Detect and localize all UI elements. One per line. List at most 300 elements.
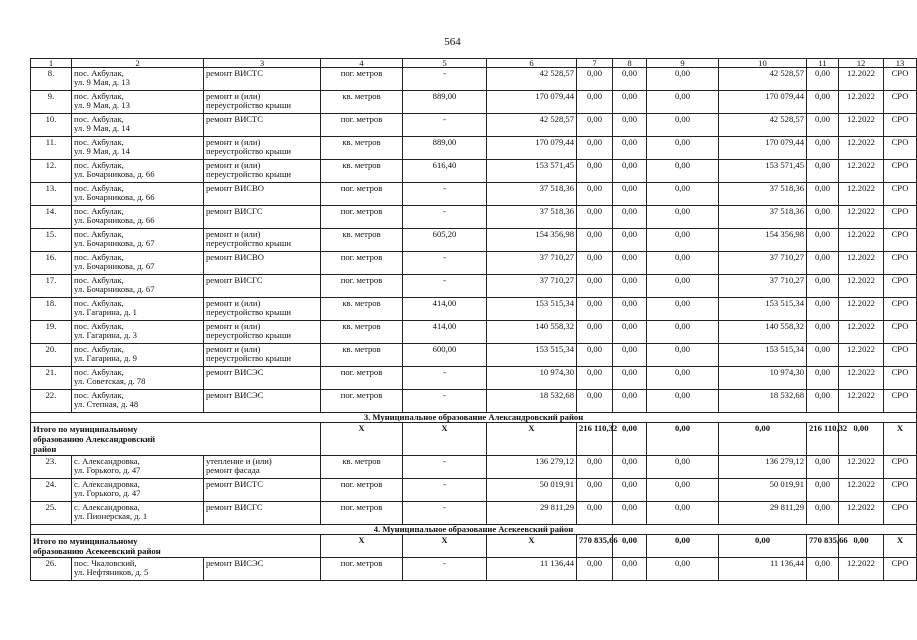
total-cell-deadline: X: [884, 423, 917, 456]
cell-address: пос. Акбулак, ул. 9 Мая, д. 14: [72, 137, 204, 160]
table-row: [31, 229, 917, 252]
cell-fund-regional: 0,00: [613, 275, 647, 298]
cell-total-cost: 29 811,29: [487, 502, 577, 525]
cell-quantity: 414,00: [403, 321, 487, 344]
cell-work-type: ремонт ВИСГС: [204, 502, 321, 525]
total-cell-fund-regional: 0,00: [647, 535, 719, 558]
cell-fund-local: 0,00: [647, 137, 719, 160]
cell-work-type: ремонт и (или) переустройство крыши: [204, 137, 321, 160]
cell-quantity: -: [403, 68, 487, 91]
cell-method: СРО: [884, 252, 917, 275]
cell-total-cost: 154 356,98: [487, 229, 577, 252]
cell-deadline: 12.2022: [839, 229, 884, 252]
cell-fund-owners: 42 528,57: [719, 68, 807, 91]
cell-num: 22.: [31, 390, 72, 413]
cell-fund-owners: 136 279,12: [719, 456, 807, 479]
table-row: [31, 275, 917, 298]
cell-fund-local: 0,00: [647, 114, 719, 137]
cell-fund-owners: 37 710,27: [719, 275, 807, 298]
cell-address: с. Александровка, ул. Горького, д. 47: [72, 456, 204, 479]
cell-quantity: -: [403, 558, 487, 581]
cell-total-cost: 11 136,44: [487, 558, 577, 581]
cell-fund-regional: 0,00: [613, 479, 647, 502]
cell-method: СРО: [884, 183, 917, 206]
cell-fund-other: 0,00: [807, 229, 839, 252]
cell-total-cost: 37 710,27: [487, 275, 577, 298]
table-row: [31, 390, 917, 413]
cell-address: с. Александровка, ул. Пионерская, д. 1: [72, 502, 204, 525]
cell-unit: пог. метров: [321, 558, 403, 581]
cell-fund-federal: 0,00: [577, 275, 613, 298]
cell-quantity: -: [403, 367, 487, 390]
cell-fund-other: 0,00: [807, 91, 839, 114]
total-label: Итого по муниципальному образованию Александровский район: [31, 423, 321, 456]
cell-total-cost: 50 019,91: [487, 479, 577, 502]
cell-deadline: 12.2022: [839, 206, 884, 229]
cell-deadline: 12.2022: [839, 298, 884, 321]
cell-quantity: 414,00: [403, 298, 487, 321]
cell-deadline: 12.2022: [839, 160, 884, 183]
cell-work-type: ремонт ВИСТС: [204, 114, 321, 137]
total-cell-unit: X: [403, 423, 487, 456]
cell-fund-other: 0,00: [807, 390, 839, 413]
cell-total-cost: 42 528,57: [487, 68, 577, 91]
cell-unit: пог. метров: [321, 114, 403, 137]
cell-work-type: ремонт и (или) переустройство крыши: [204, 160, 321, 183]
cell-num: 10.: [31, 114, 72, 137]
cell-quantity: -: [403, 275, 487, 298]
cell-fund-federal: 0,00: [577, 206, 613, 229]
cell-work-type: ремонт и (или) переустройство крыши: [204, 298, 321, 321]
cell-unit: пог. метров: [321, 275, 403, 298]
cell-fund-regional: 0,00: [613, 229, 647, 252]
cell-fund-regional: 0,00: [613, 558, 647, 581]
cell-total-cost: 18 532,68: [487, 390, 577, 413]
cell-fund-other: 0,00: [807, 114, 839, 137]
cell-unit: пог. метров: [321, 252, 403, 275]
cell-deadline: 12.2022: [839, 275, 884, 298]
column-header-3: 3: [204, 59, 321, 68]
cell-quantity: -: [403, 183, 487, 206]
total-cell-fund-owners: 216 110,32: [807, 423, 839, 456]
column-header-6: 6: [487, 59, 577, 68]
cell-total-cost: 170 079,44: [487, 137, 577, 160]
cell-num: 18.: [31, 298, 72, 321]
total-cell-fund-local: 0,00: [719, 535, 807, 558]
table-row: [31, 137, 917, 160]
registry-table: [30, 58, 917, 581]
cell-num: 8.: [31, 68, 72, 91]
table-row: [31, 68, 917, 91]
cell-method: СРО: [884, 502, 917, 525]
cell-fund-federal: 0,00: [577, 456, 613, 479]
cell-work-type: ремонт ВИСЭС: [204, 558, 321, 581]
cell-unit: кв. метров: [321, 91, 403, 114]
cell-fund-federal: 0,00: [577, 367, 613, 390]
section-title: 4. Муниципальное образование Асекеевский район: [31, 525, 917, 535]
cell-fund-federal: 0,00: [577, 390, 613, 413]
cell-fund-federal: 0,00: [577, 68, 613, 91]
cell-work-type: утепление и (или) ремонт фасада: [204, 456, 321, 479]
cell-method: СРО: [884, 137, 917, 160]
column-header-1: 1: [31, 59, 72, 68]
table-row: [31, 321, 917, 344]
cell-deadline: 12.2022: [839, 502, 884, 525]
cell-unit: пог. метров: [321, 367, 403, 390]
cell-fund-local: 0,00: [647, 456, 719, 479]
column-header-7: 7: [577, 59, 613, 68]
cell-method: СРО: [884, 479, 917, 502]
cell-total-cost: 42 528,57: [487, 114, 577, 137]
total-cell-fund-federal: 0,00: [613, 535, 647, 558]
cell-num: 14.: [31, 206, 72, 229]
cell-num: 16.: [31, 252, 72, 275]
cell-quantity: 600,00: [403, 344, 487, 367]
cell-quantity: -: [403, 390, 487, 413]
cell-fund-federal: 0,00: [577, 229, 613, 252]
cell-deadline: 12.2022: [839, 91, 884, 114]
cell-fund-owners: 37 710,27: [719, 252, 807, 275]
cell-address: пос. Чкаловский, ул. Нефтяников, д. 5: [72, 558, 204, 581]
cell-num: 15.: [31, 229, 72, 252]
cell-unit: кв. метров: [321, 456, 403, 479]
cell-method: СРО: [884, 367, 917, 390]
cell-total-cost: 140 558,32: [487, 321, 577, 344]
cell-method: СРО: [884, 344, 917, 367]
total-cell-unit: X: [403, 535, 487, 558]
cell-address: пос. Акбулак, ул. 9 Мая, д. 14: [72, 114, 204, 137]
total-cell-work-type: X: [321, 423, 403, 456]
cell-num: 13.: [31, 183, 72, 206]
table-row: [31, 298, 917, 321]
column-header-13: 13: [884, 59, 917, 68]
table-row: [31, 91, 917, 114]
cell-fund-regional: 0,00: [613, 456, 647, 479]
cell-fund-local: 0,00: [647, 390, 719, 413]
cell-work-type: ремонт и (или) переустройство крыши: [204, 321, 321, 344]
page-number: 564: [444, 36, 461, 48]
cell-total-cost: 153 515,34: [487, 298, 577, 321]
column-header-9: 9: [647, 59, 719, 68]
cell-fund-local: 0,00: [647, 252, 719, 275]
cell-quantity: -: [403, 479, 487, 502]
cell-total-cost: 37 518,36: [487, 206, 577, 229]
cell-method: СРО: [884, 321, 917, 344]
cell-work-type: ремонт и (или) переустройство крыши: [204, 91, 321, 114]
cell-fund-owners: 153 515,34: [719, 298, 807, 321]
cell-fund-owners: 153 571,45: [719, 160, 807, 183]
cell-num: 11.: [31, 137, 72, 160]
table-row: [31, 183, 917, 206]
cell-method: СРО: [884, 390, 917, 413]
table-row: [31, 114, 917, 137]
cell-unit: кв. метров: [321, 160, 403, 183]
cell-address: пос. Акбулак, ул. Гагарина, д. 1: [72, 298, 204, 321]
cell-fund-federal: 0,00: [577, 114, 613, 137]
cell-quantity: -: [403, 114, 487, 137]
cell-num: 26.: [31, 558, 72, 581]
column-header-10: 10: [719, 59, 807, 68]
cell-address: пос. Акбулак, ул. Советская, д. 78: [72, 367, 204, 390]
total-cell-quantity: X: [487, 535, 577, 558]
cell-fund-federal: 0,00: [577, 160, 613, 183]
cell-quantity: -: [403, 502, 487, 525]
cell-deadline: 12.2022: [839, 558, 884, 581]
cell-fund-owners: 11 136,44: [719, 558, 807, 581]
cell-num: 19.: [31, 321, 72, 344]
cell-fund-regional: 0,00: [613, 390, 647, 413]
cell-fund-other: 0,00: [807, 344, 839, 367]
table-row: [31, 502, 917, 525]
cell-address: пос. Акбулак, ул. Бочарникова, д. 67: [72, 252, 204, 275]
cell-deadline: 12.2022: [839, 367, 884, 390]
section-heading-row: [31, 525, 917, 535]
cell-deadline: 12.2022: [839, 114, 884, 137]
cell-fund-federal: 0,00: [577, 252, 613, 275]
column-header-4: 4: [321, 59, 403, 68]
cell-method: СРО: [884, 275, 917, 298]
cell-fund-regional: 0,00: [613, 160, 647, 183]
cell-total-cost: 153 515,34: [487, 344, 577, 367]
total-cell-fund-other: 0,00: [839, 535, 884, 558]
table-row: [31, 160, 917, 183]
cell-unit: кв. метров: [321, 344, 403, 367]
cell-fund-owners: 42 528,57: [719, 114, 807, 137]
cell-fund-other: 0,00: [807, 558, 839, 581]
cell-address: пос. Акбулак, ул. Гагарина, д. 9: [72, 344, 204, 367]
cell-address: пос. Акбулак, ул. Бочарникова, д. 67: [72, 275, 204, 298]
cell-deadline: 12.2022: [839, 456, 884, 479]
cell-fund-local: 0,00: [647, 502, 719, 525]
cell-num: 24.: [31, 479, 72, 502]
cell-fund-local: 0,00: [647, 344, 719, 367]
cell-fund-federal: 0,00: [577, 502, 613, 525]
cell-total-cost: 170 079,44: [487, 91, 577, 114]
cell-unit: кв. метров: [321, 321, 403, 344]
cell-method: СРО: [884, 558, 917, 581]
total-cell-fund-regional: 0,00: [647, 423, 719, 456]
cell-unit: пог. метров: [321, 206, 403, 229]
cell-unit: кв. метров: [321, 229, 403, 252]
cell-fund-local: 0,00: [647, 367, 719, 390]
cell-total-cost: 37 710,27: [487, 252, 577, 275]
table-row: [31, 252, 917, 275]
total-row: [31, 535, 917, 558]
cell-fund-federal: 0,00: [577, 298, 613, 321]
cell-fund-regional: 0,00: [613, 91, 647, 114]
cell-address: пос. Акбулак, ул. Гагарина, д. 3: [72, 321, 204, 344]
cell-num: 21.: [31, 367, 72, 390]
total-cell-fund-federal: 0,00: [613, 423, 647, 456]
cell-fund-regional: 0,00: [613, 68, 647, 91]
cell-num: 9.: [31, 91, 72, 114]
cell-work-type: ремонт ВИСГС: [204, 206, 321, 229]
cell-method: СРО: [884, 229, 917, 252]
cell-num: 17.: [31, 275, 72, 298]
cell-fund-regional: 0,00: [613, 114, 647, 137]
cell-fund-local: 0,00: [647, 558, 719, 581]
cell-address: пос. Акбулак, ул. Бочарникова, д. 66: [72, 183, 204, 206]
cell-num: 12.: [31, 160, 72, 183]
cell-deadline: 12.2022: [839, 252, 884, 275]
cell-method: СРО: [884, 456, 917, 479]
cell-fund-other: 0,00: [807, 502, 839, 525]
cell-total-cost: 10 974,30: [487, 367, 577, 390]
cell-fund-local: 0,00: [647, 321, 719, 344]
cell-deadline: 12.2022: [839, 344, 884, 367]
cell-work-type: ремонт и (или) переустройство крыши: [204, 229, 321, 252]
cell-method: СРО: [884, 298, 917, 321]
cell-deadline: 12.2022: [839, 479, 884, 502]
cell-deadline: 12.2022: [839, 68, 884, 91]
cell-total-cost: 37 518,36: [487, 183, 577, 206]
cell-quantity: 889,00: [403, 137, 487, 160]
cell-num: 25.: [31, 502, 72, 525]
cell-fund-owners: 170 079,44: [719, 137, 807, 160]
cell-address: с. Александровка, ул. Горького, д. 47: [72, 479, 204, 502]
cell-address: пос. Акбулак, ул. 9 Мая, д. 13: [72, 68, 204, 91]
cell-fund-owners: 29 811,29: [719, 502, 807, 525]
cell-fund-other: 0,00: [807, 252, 839, 275]
cell-work-type: ремонт ВИСЭС: [204, 367, 321, 390]
column-header-2: 2: [72, 59, 204, 68]
cell-fund-local: 0,00: [647, 68, 719, 91]
cell-work-type: ремонт ВИСТС: [204, 68, 321, 91]
table-row: [31, 456, 917, 479]
cell-fund-local: 0,00: [647, 91, 719, 114]
cell-fund-local: 0,00: [647, 229, 719, 252]
cell-fund-regional: 0,00: [613, 183, 647, 206]
cell-fund-federal: 0,00: [577, 344, 613, 367]
cell-fund-other: 0,00: [807, 183, 839, 206]
cell-fund-other: 0,00: [807, 479, 839, 502]
cell-fund-regional: 0,00: [613, 137, 647, 160]
section-heading-row: [31, 413, 917, 423]
cell-fund-local: 0,00: [647, 298, 719, 321]
cell-unit: пог. метров: [321, 68, 403, 91]
cell-unit: пог. метров: [321, 502, 403, 525]
table-row: [31, 344, 917, 367]
cell-unit: пог. метров: [321, 479, 403, 502]
cell-fund-other: 0,00: [807, 160, 839, 183]
cell-fund-other: 0,00: [807, 298, 839, 321]
cell-method: СРО: [884, 91, 917, 114]
column-number-row: [31, 59, 917, 68]
cell-unit: пог. метров: [321, 183, 403, 206]
total-cell-total-cost: 216 110,32: [577, 423, 613, 456]
table-body: [31, 59, 917, 581]
column-header-5: 5: [403, 59, 487, 68]
cell-work-type: ремонт и (или) переустройство крыши: [204, 344, 321, 367]
cell-fund-other: 0,00: [807, 137, 839, 160]
cell-num: 23.: [31, 456, 72, 479]
section-title: 3. Муниципальное образование Александровский район: [31, 413, 917, 423]
cell-fund-local: 0,00: [647, 275, 719, 298]
cell-unit: пог. метров: [321, 390, 403, 413]
cell-address: пос. Акбулак, ул. Степная, д. 48: [72, 390, 204, 413]
cell-fund-regional: 0,00: [613, 252, 647, 275]
cell-method: СРО: [884, 114, 917, 137]
cell-fund-regional: 0,00: [613, 206, 647, 229]
cell-fund-other: 0,00: [807, 367, 839, 390]
table-row: [31, 206, 917, 229]
column-header-11: 11: [807, 59, 839, 68]
cell-fund-other: 0,00: [807, 68, 839, 91]
cell-unit: кв. метров: [321, 137, 403, 160]
cell-fund-regional: 0,00: [613, 367, 647, 390]
cell-fund-owners: 50 019,91: [719, 479, 807, 502]
total-cell-fund-owners: 770 835,66: [807, 535, 839, 558]
cell-fund-other: 0,00: [807, 456, 839, 479]
cell-quantity: 889,00: [403, 91, 487, 114]
cell-num: 20.: [31, 344, 72, 367]
cell-quantity: -: [403, 206, 487, 229]
column-header-8: 8: [613, 59, 647, 68]
cell-fund-owners: 37 518,36: [719, 183, 807, 206]
total-cell-fund-local: 0,00: [719, 423, 807, 456]
cell-fund-regional: 0,00: [613, 344, 647, 367]
cell-fund-federal: 0,00: [577, 137, 613, 160]
cell-work-type: ремонт ВИСГС: [204, 275, 321, 298]
total-cell-fund-other: 0,00: [839, 423, 884, 456]
table-row: [31, 479, 917, 502]
cell-quantity: -: [403, 456, 487, 479]
cell-fund-federal: 0,00: [577, 91, 613, 114]
cell-fund-other: 0,00: [807, 275, 839, 298]
total-row: [31, 423, 917, 456]
cell-fund-owners: 140 558,32: [719, 321, 807, 344]
cell-address: пос. Акбулак, ул. Бочарникова, д. 66: [72, 206, 204, 229]
cell-unit: кв. метров: [321, 298, 403, 321]
cell-fund-regional: 0,00: [613, 502, 647, 525]
cell-work-type: ремонт ВИСЭС: [204, 390, 321, 413]
total-cell-work-type: X: [321, 535, 403, 558]
cell-fund-federal: 0,00: [577, 183, 613, 206]
cell-address: пос. Акбулак, ул. Бочарникова, д. 66: [72, 160, 204, 183]
cell-address: пос. Акбулак, ул. 9 Мая, д. 13: [72, 91, 204, 114]
cell-work-type: ремонт ВИСВО: [204, 183, 321, 206]
cell-method: СРО: [884, 68, 917, 91]
total-cell-quantity: X: [487, 423, 577, 456]
cell-work-type: ремонт ВИСТС: [204, 479, 321, 502]
cell-total-cost: 153 571,45: [487, 160, 577, 183]
cell-total-cost: 136 279,12: [487, 456, 577, 479]
cell-method: СРО: [884, 160, 917, 183]
cell-fund-other: 0,00: [807, 206, 839, 229]
total-cell-deadline: X: [884, 535, 917, 558]
table-row: [31, 367, 917, 390]
cell-fund-local: 0,00: [647, 479, 719, 502]
table-row: [31, 558, 917, 581]
total-cell-total-cost: 770 835,66: [577, 535, 613, 558]
cell-deadline: 12.2022: [839, 390, 884, 413]
cell-fund-owners: 154 356,98: [719, 229, 807, 252]
cell-work-type: ремонт ВИСВО: [204, 252, 321, 275]
cell-fund-regional: 0,00: [613, 321, 647, 344]
column-header-12: 12: [839, 59, 884, 68]
cell-fund-owners: 170 079,44: [719, 91, 807, 114]
cell-address: пос. Акбулак, ул. Бочарникова, д. 67: [72, 229, 204, 252]
cell-deadline: 12.2022: [839, 137, 884, 160]
cell-fund-owners: 18 532,68: [719, 390, 807, 413]
cell-deadline: 12.2022: [839, 321, 884, 344]
cell-fund-local: 0,00: [647, 183, 719, 206]
cell-fund-other: 0,00: [807, 321, 839, 344]
cell-fund-owners: 153 515,34: [719, 344, 807, 367]
cell-quantity: 616,40: [403, 160, 487, 183]
cell-fund-federal: 0,00: [577, 321, 613, 344]
cell-fund-local: 0,00: [647, 206, 719, 229]
